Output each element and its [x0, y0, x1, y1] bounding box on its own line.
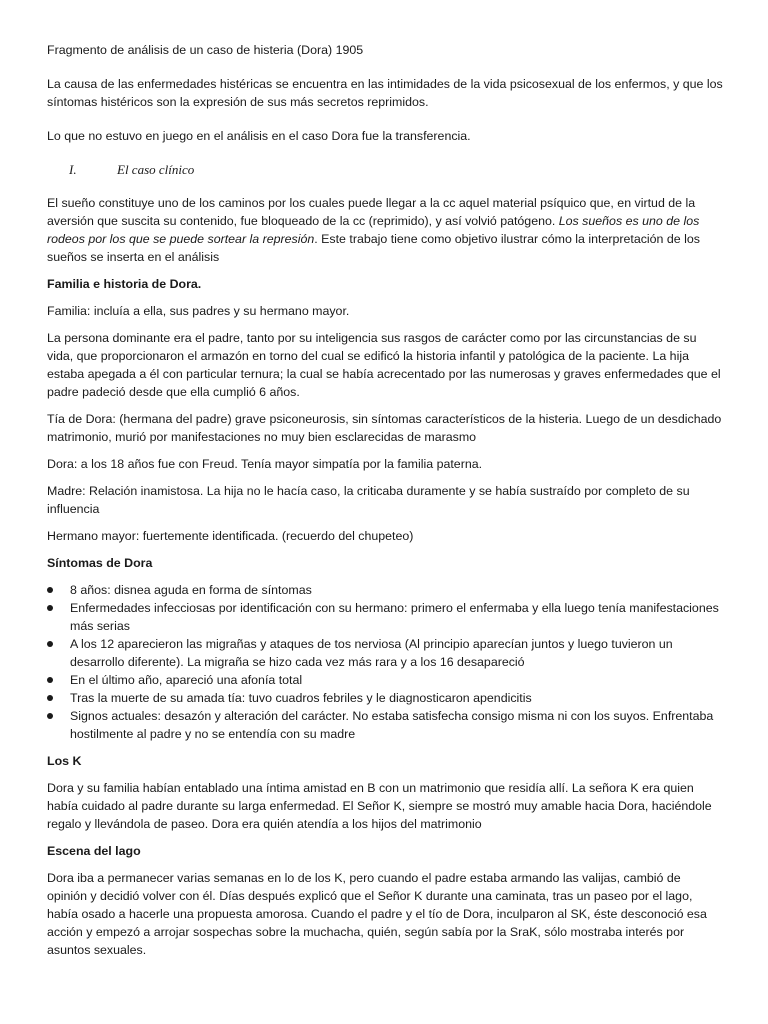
brother-paragraph: Hermano mayor: fuertemente identificada. (recuerdo del chupeteo)	[47, 529, 414, 543]
list-item-text: A los 12 aparecieron las migrañas y ataques de tos nerviosa (Al principio aparecían juntos y luego tuvieron un desarrollo diferente). La migraña se hizo cada vez más rara y a los 16 desapareció	[70, 637, 673, 669]
bullet-icon	[47, 605, 53, 611]
document-title: Fragmento de análisis de un caso de histeria (Dora) 1905	[47, 43, 364, 57]
list-item-text: Tras la muerte de su amada tía: tuvo cuadros febriles y le diagnosticaron apendicitis	[70, 691, 532, 705]
list-item-text: Signos actuales: desazón y alteración del carácter. No estaba satisfecha consigo misma ni con los suyos. Enfrentaba hostilmente al padre y no se entendía con su madre	[70, 709, 714, 741]
dream-text-part1: El sueño constituye uno de los caminos por los cuales puede llegar a la cc aquel material psíquico que, en virtud de la aversión que suscita su contenido, fue bloqueado de la cc (reprimido), y así volvió patógeno.	[47, 196, 696, 228]
bullet-icon	[47, 713, 53, 719]
los-k-paragraph: Dora y su familia habían entablado una íntima amistad en B con un matrimonio que residía allí. La señora K era quien había cuidado al padre durante su larga enfermedad. El Señor K, siempre se mostró muy amable hacia Dora, haciéndole regalo y llevándola de paseo. Dora era quién atendía a los hijos del matrimonio	[47, 781, 712, 831]
family-paragraph: Familia: incluía a ella, sus padres y su hermano mayor.	[47, 304, 350, 318]
dream-text-part2: . Este trabajo tiene como objetivo ilustrar cómo la interpretación de los sueños se inserta en el análisis	[47, 232, 700, 264]
father-paragraph: La persona dominante era el padre, tanto por su inteligencia sus rasgos de carácter como por las circunstancias de su vida, que proporcionaron el armazón en torno del cual se edificó la historia infantil y patológica de la paciente. La hija estaba apegada a él con particular ternura; la cual se había acrecentado por las numerosas y graves enfermedades que el padre padeció desde que ella cumplió 6 años.	[47, 331, 721, 399]
intro-paragraph: La causa de las enfermedades histéricas se encuentra en las intimidades de la vida psicosexual de los enfermos, y que los síntomas histéricos son la expresión de sus más secretos reprimidos.	[47, 77, 723, 109]
los-k-heading: Los K	[47, 754, 82, 768]
lake-scene-heading: Escena del lago	[47, 844, 141, 858]
symptoms-list	[47, 581, 723, 743]
dream-text-italic: Los sueños es uno de los rodeos por los que se puede sortear la represión	[47, 214, 700, 246]
list-item	[47, 707, 723, 743]
list-item	[47, 635, 723, 671]
lake-scene-paragraph: Dora iba a permanecer varias semanas en lo de los K, pero cuando el padre estaba armando las valijas, cambió de opinión y decidió volver con él. Días después explicó que el Señor K durante una caminata, tras un paseo por el lago, había osado a hacerle una propuesta amorosa. Cuando el padre y el tío de Dora, inculparon al SK, éste desconoció esa acción y empezó a arrojar sospechas sobre la muchacha, quién, según sabía por la SraK, sólo mostraba interés por asuntos sexuales.	[47, 871, 707, 957]
bullet-icon	[47, 641, 53, 647]
family-heading: Familia e historia de Dora.	[47, 277, 202, 291]
aunt-paragraph: Tía de Dora: (hermana del padre) grave psiconeurosis, sin síntomas característicos de la histeria. Luego de un desdichado matrimonio, murió por manifestaciones no muy bien esclarecidas de marasmo	[47, 412, 722, 444]
document-body	[47, 41, 723, 959]
list-item	[47, 599, 723, 635]
dream-paragraph	[47, 194, 723, 266]
list-item-text: 8 años: disnea aguda en forma de síntomas	[70, 583, 312, 597]
list-item	[47, 581, 723, 599]
list-item	[47, 689, 723, 707]
list-item-text: Enfermedades infecciosas por identificación con su hermano: primero el enfermaba y ella luego tenía manifestaciones más serias	[70, 601, 719, 633]
section-number: I.	[69, 162, 77, 177]
section-title: El caso clínico	[117, 162, 195, 177]
mother-paragraph: Madre: Relación inamistosa. La hija no le hacía caso, la criticaba duramente y se había sustraído por completo de su influencia	[47, 484, 690, 516]
list-item-text: En el último año, apareció una afonía total	[70, 673, 303, 687]
transference-paragraph: Lo que no estuvo en juego en el análisis en el caso Dora fue la transferencia.	[47, 129, 471, 143]
section-heading-caso-clinico	[47, 161, 723, 179]
symptoms-heading: Síntomas de Dora	[47, 556, 153, 570]
list-item	[47, 671, 723, 689]
bullet-icon	[47, 587, 53, 593]
bullet-icon	[47, 695, 53, 701]
dora-paragraph: Dora: a los 18 años fue con Freud. Tenía mayor simpatía por la familia paterna.	[47, 457, 483, 471]
bullet-icon	[47, 677, 53, 683]
